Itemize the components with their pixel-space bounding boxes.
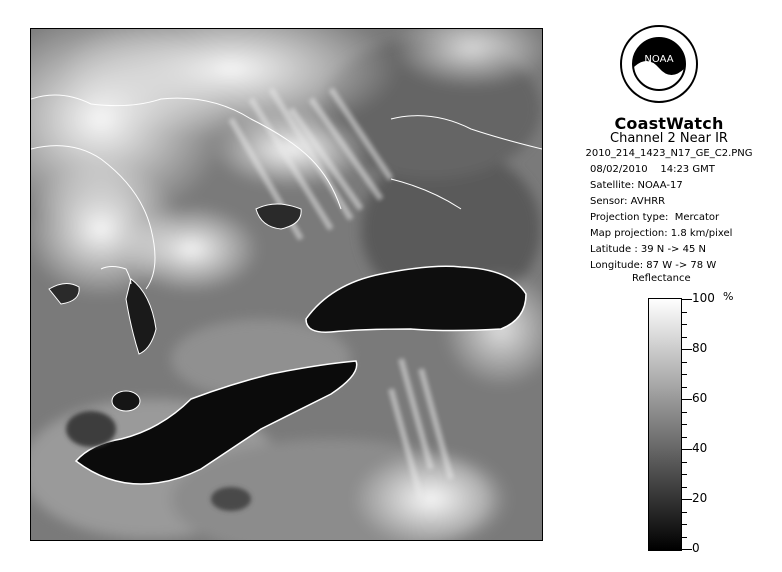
file-name: 2010_214_1423_N17_GE_C2.PNG bbox=[585, 148, 753, 159]
colorbar-tick-label: 100 bbox=[692, 291, 715, 305]
channel-label: Channel 2 Near IR bbox=[610, 131, 728, 146]
map-projection: Map projection: 1.8 km/pixel bbox=[590, 228, 733, 239]
colorbar-tick bbox=[682, 437, 687, 438]
colorbar-tick bbox=[682, 387, 687, 388]
colorbar-tick bbox=[682, 449, 692, 450]
colorbar-tick bbox=[682, 487, 687, 488]
satellite-image bbox=[30, 28, 543, 541]
colorbar-tick-label: 80 bbox=[692, 341, 708, 355]
latitude-range: Latitude : 39 N -> 45 N bbox=[590, 244, 706, 255]
colorbar-tick bbox=[682, 349, 692, 350]
colorbar-tick bbox=[682, 512, 687, 513]
colorbar-tick-label: 20 bbox=[692, 491, 708, 505]
colorbar-tick bbox=[682, 337, 687, 338]
colorbar-tick bbox=[682, 412, 687, 413]
colorbar-tick bbox=[682, 462, 687, 463]
colorbar-tick bbox=[682, 374, 687, 375]
satellite-label: Satellite: NOAA-17 bbox=[590, 180, 683, 191]
svg-text:NOAA: NOAA bbox=[644, 54, 674, 65]
datetime: 08/02/2010 14:23 GMT bbox=[590, 164, 715, 175]
colorbar-tick-label: 40 bbox=[692, 441, 708, 455]
colorbar-label: Reflectance bbox=[632, 273, 691, 284]
colorbar-tick bbox=[682, 399, 692, 400]
colorbar-tick bbox=[682, 549, 692, 550]
colorbar-tick bbox=[682, 312, 687, 313]
app-title: CoastWatch bbox=[614, 114, 724, 133]
colorbar bbox=[648, 298, 682, 551]
colorbar-tick-label: 0 bbox=[692, 541, 700, 555]
longitude-range: Longitude: 87 W -> 78 W bbox=[590, 260, 717, 271]
colorbar-tick bbox=[682, 474, 687, 475]
sensor-label: Sensor: AVHRR bbox=[590, 196, 666, 207]
colorbar-tick-label: 60 bbox=[692, 391, 708, 405]
colorbar-tick bbox=[682, 424, 687, 425]
colorbar-tick bbox=[682, 299, 692, 300]
colorbar-tick bbox=[682, 362, 687, 363]
colorbar-tick bbox=[682, 499, 692, 500]
colorbar-tick bbox=[682, 537, 687, 538]
colorbar-tick bbox=[682, 324, 687, 325]
projection-type: Projection type: Mercator bbox=[590, 212, 720, 223]
colorbar-tick bbox=[682, 524, 687, 525]
noaa-logo bbox=[619, 24, 699, 104]
colorbar-unit: % bbox=[723, 290, 734, 303]
